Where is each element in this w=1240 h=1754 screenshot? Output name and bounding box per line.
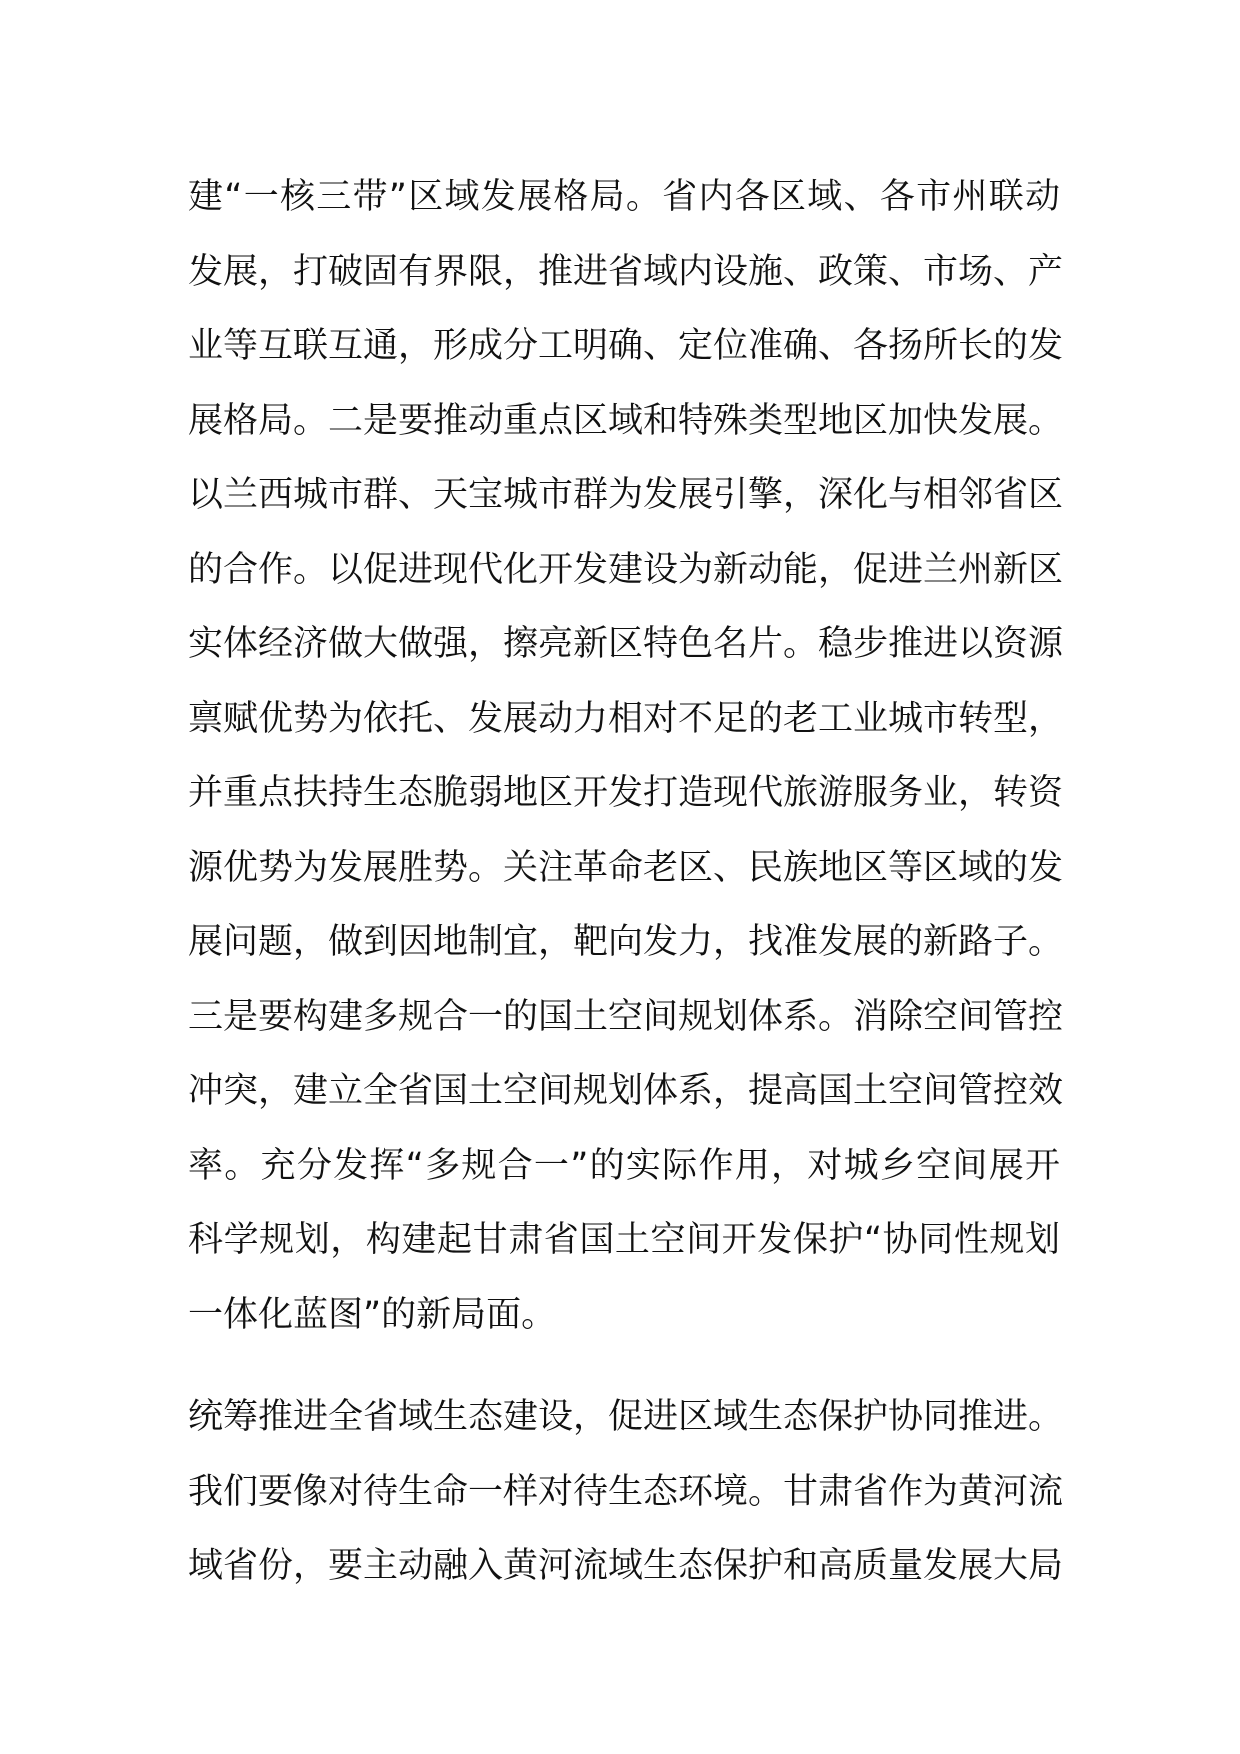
paragraph-line: 展问题，做到因地制宜，靶向发力，找准发展的新路子。: [188, 922, 1064, 962]
paragraph-1: [188, 160, 1064, 1352]
paragraph-line: 冲突，建立全省国土空间规划体系，提高国土空间管控效: [188, 1071, 1064, 1111]
paragraph-line: 一体化蓝图”的新局面。: [188, 1294, 557, 1335]
paragraph-line: 源优势为发展胜势。关注革命老区、民族地区等区域的发: [188, 847, 1064, 888]
paragraph-line: 并重点扶持生态脆弱地区开发打造现代旅游服务业，转资: [188, 773, 1064, 813]
paragraph-line: 的合作。以促进现代化开发建设为新动能，促进兰州新区: [188, 549, 1064, 590]
paragraph-line: 展格局。二是要推动重点区域和特殊类型地区加快发展。: [188, 400, 1064, 441]
paragraph-line: 三是要构建多规合一的国土空间规划体系。消除空间管控: [188, 996, 1064, 1037]
paragraph-line: 我们要像对待生命一样对待生态环境。甘肃省作为黄河流: [188, 1471, 1064, 1512]
paragraph-line: 发展，打破固有界限，推进省域内设施、政策、市场、产: [188, 251, 1064, 292]
paragraph-line: 业等互联互通，形成分工明确、定位准确、各扬所长的发: [188, 326, 1064, 366]
paragraph-line: 统筹推进全省域生态建设，促进区域生态保护协同推进。: [188, 1397, 1064, 1437]
paragraph-2: [188, 1380, 1064, 1604]
paragraph-line: 率。充分发挥“多规合一”的实际作用，对城乡空间展开: [188, 1145, 1060, 1186]
paragraph-line: 域省份，要主动融入黄河流域生态保护和高质量发展大局: [188, 1546, 1064, 1586]
paragraph-line: 建“一核三带”区域发展格局。省内各区域、各市州联动: [188, 177, 1060, 217]
paragraph-line: 以兰西城市群、天宝城市群为发展引擎，深化与相邻省区: [188, 475, 1064, 515]
paragraph-line: 禀赋优势为依托、发展动力相对不足的老工业城市转型，: [188, 698, 1064, 739]
paragraph-line: 实体经济做大做强，擦亮新区特色名片。稳步推进以资源: [188, 624, 1064, 664]
paragraph-line: 科学规划，构建起甘肃省国土空间开发保护“协同性规划: [188, 1220, 1060, 1260]
